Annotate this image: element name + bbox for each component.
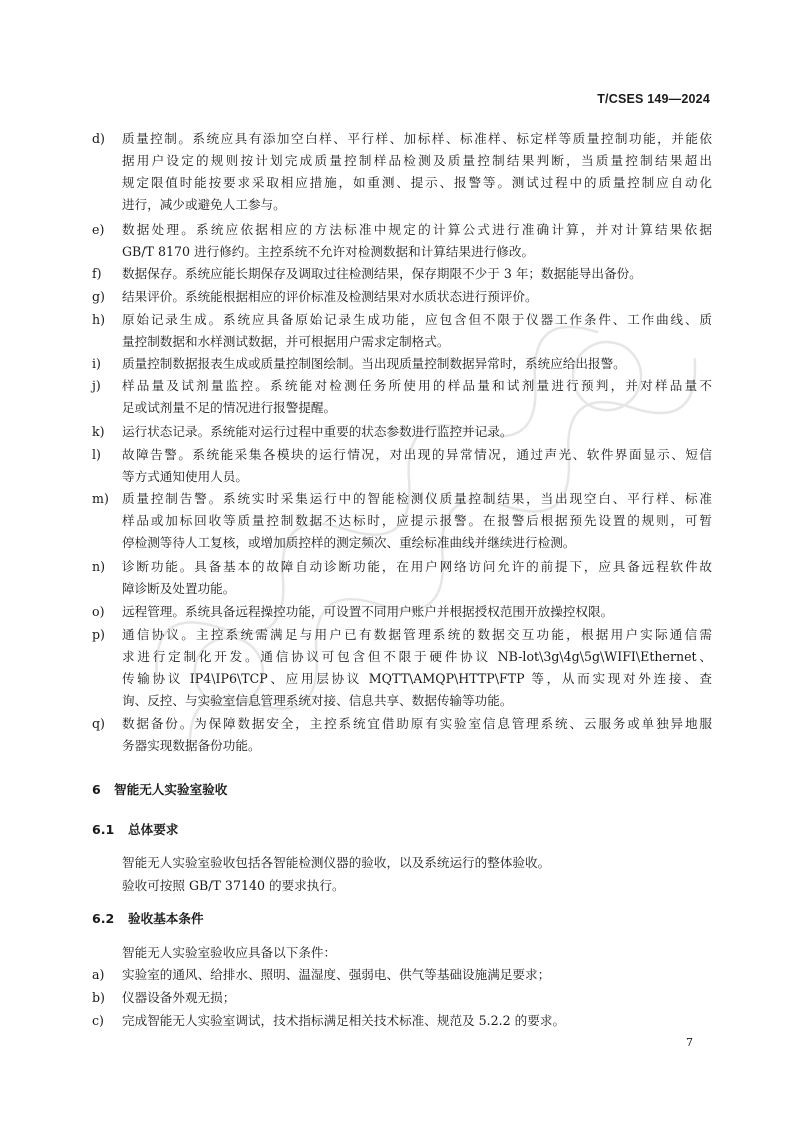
- list-marker: j): [92, 378, 101, 393]
- list-marker: a): [92, 967, 105, 982]
- text-line: GB/T 8170 进行修约。主控系统不允许对检测数据和计算结果进行修改。: [122, 244, 535, 259]
- list-marker: e): [92, 222, 105, 237]
- list-item: [92, 713, 712, 757]
- list-marker: i): [92, 356, 101, 371]
- text-line: 样品或加标回收等质量控制数据不达标时，应提示报警。在报警后根据预先设置的规则，可暂: [122, 513, 712, 528]
- text-line: 质量控制。系统应具有添加空白样、平行样、加标样、标准样、标定样等质量控制功能，并能依: [122, 131, 712, 146]
- list-item: [92, 444, 712, 488]
- list-marker: c): [92, 1013, 104, 1028]
- text-line: 样品量及试剂量监控。系统能对检测任务所使用的样品量和试剂量进行预判，并对样品量不: [122, 378, 712, 393]
- text-line: 进行，减少或避免人工参与。: [122, 197, 286, 212]
- subsection-heading: [92, 820, 178, 840]
- list-item: [92, 219, 712, 263]
- text-line: 仪器设备外观无损；: [122, 990, 236, 1005]
- text-line: 完成智能无人实验室调试，技术指标满足相关技术标准、规范及 5.2.2 的要求。: [122, 1013, 566, 1028]
- subsection-title: 总体要求: [128, 822, 179, 837]
- list-marker: k): [92, 424, 105, 439]
- list-marker: o): [92, 604, 105, 619]
- paragraph: 验收可按照 GB/T 37140 的要求执行。: [122, 878, 345, 893]
- list-marker: h): [92, 312, 106, 327]
- list-item: [92, 286, 712, 308]
- list-item: [92, 309, 712, 353]
- list-item: [92, 488, 712, 554]
- text-line: 规定限值时能按要求采取相应措施，如重测、提示、报警等。测试过程中的质量控制应自动化: [122, 175, 712, 190]
- text-line: 远程管理。系统具备远程操控功能，可设置不同用户账户并根据授权范围开放操控权限。: [122, 604, 614, 619]
- document-number: T/CSES 149—2024: [597, 92, 710, 106]
- list-marker: p): [92, 627, 105, 642]
- subsection-number: 6.1: [92, 822, 115, 837]
- text-line: 询、反控、与实验室信息管理系统对接、信息共享、数据传输等功能。: [122, 693, 513, 708]
- text-line: 诊断功能。具备基本的故障自动诊断功能，在用户网络访问允许的前提下，应具备远程软件故: [122, 559, 712, 574]
- section-heading: [92, 780, 227, 800]
- text-line: 据用户设定的规则按计划完成质量控制样品检测及质量控制结果判断，当质量控制结果超出: [122, 153, 712, 168]
- text-line: 结果评价。系统能根据相应的评价标准及检测结果对水质状态进行预评价。: [122, 289, 538, 304]
- paragraph: 智能无人实验室验收包括各智能检测仪器的验收，以及系统运行的整体验收。: [122, 855, 551, 870]
- text-line: 数据保存。系统应能长期保存及调取过往检测结果，保存期限不少于 3 年；数据能导出备份。: [122, 266, 642, 281]
- text-line: 质量控制数据报表生成或质量控制图绘制。当出现质量控制数据异常时，系统应给出报警。: [122, 356, 626, 371]
- text-line: 数据备份。为保障数据安全，主控系统宜借助原有实验室信息管理系统、云服务或单独异地服: [122, 716, 712, 731]
- list-item: [92, 421, 712, 443]
- section-title: 智能无人实验室验收: [114, 782, 228, 797]
- list-item: [92, 128, 712, 216]
- subsection-title: 验收基本条件: [128, 911, 204, 926]
- section-number: 6: [92, 782, 101, 797]
- text-line: 数据处理。系统应依据相应的方法标准中规定的计算公式进行准确计算，并对计算结果依据: [122, 222, 712, 237]
- text-line: 量控制数据和水样测试数据，并可根据用户需求定制格式。: [122, 334, 450, 349]
- text-line: 传输协议 IP4\IP6\TCP、应用层协议 MQTT\AMQP\HTTP\FTP 等，从而实现对外连接、查: [122, 671, 712, 686]
- list-item: [92, 263, 712, 285]
- text-line: 停检测等待人工复核，或增加质控样的测定频次、重绘标准曲线并继续进行检测。: [122, 535, 576, 550]
- text-line: 障诊断及处置功能。: [122, 581, 236, 596]
- text-line: 求进行定制化开发。通信协议可包含但不限于硬件协议 NB-lot\3g\4g\5g\WIFI\Ethernet、: [122, 649, 712, 664]
- text-line: 通信协议。主控系统需满足与用户已有数据管理系统的数据交互功能，根据用户实际通信需: [122, 627, 712, 642]
- page-number: 7: [686, 1036, 693, 1049]
- text-line: 等方式通知使用人员。: [122, 469, 248, 484]
- text-line: 足或试剂量不足的情况进行报警提醒。: [122, 400, 337, 415]
- list-item: [92, 1010, 712, 1032]
- list-marker: m): [92, 491, 109, 506]
- text-line: 务器实现数据备份功能。: [122, 738, 261, 753]
- text-line: 实验室的通风、给排水、照明、温湿度、强弱电、供气等基础设施满足要求；: [122, 967, 551, 982]
- list-marker: n): [92, 559, 106, 574]
- list-marker: q): [92, 716, 105, 731]
- list-item: [92, 964, 712, 986]
- subsection-number: 6.2: [92, 911, 115, 926]
- text-line: 运行状态记录。系统能对运行过程中重要的状态参数进行监控并记录。: [122, 424, 513, 439]
- list-marker: d): [92, 131, 105, 146]
- list-item: [92, 353, 712, 375]
- list-marker: f): [92, 266, 102, 281]
- list-item: [92, 624, 712, 712]
- text-line: 原始记录生成。系统应具备原始记录生成功能，应包含但不限于仪器工作条件、工作曲线、质: [122, 312, 712, 327]
- text-line: 质量控制告警。系统实时采集运行中的智能检测仪质量控制结果，当出现空白、平行样、标准: [122, 491, 712, 506]
- list-item: [92, 556, 712, 600]
- subsection-heading: [92, 909, 204, 929]
- text-line: 故障告警。系统能采集各模块的运行情况，对出现的异常情况，通过声光、软件界面显示、短信: [122, 447, 712, 462]
- list-marker: b): [92, 990, 105, 1005]
- list-item: [92, 375, 712, 419]
- list-item: [92, 987, 712, 1009]
- list-marker: l): [92, 447, 101, 462]
- list-item: [92, 601, 712, 623]
- list-marker: g): [92, 289, 105, 304]
- paragraph: 智能无人实验室验收应具备以下条件：: [122, 945, 337, 960]
